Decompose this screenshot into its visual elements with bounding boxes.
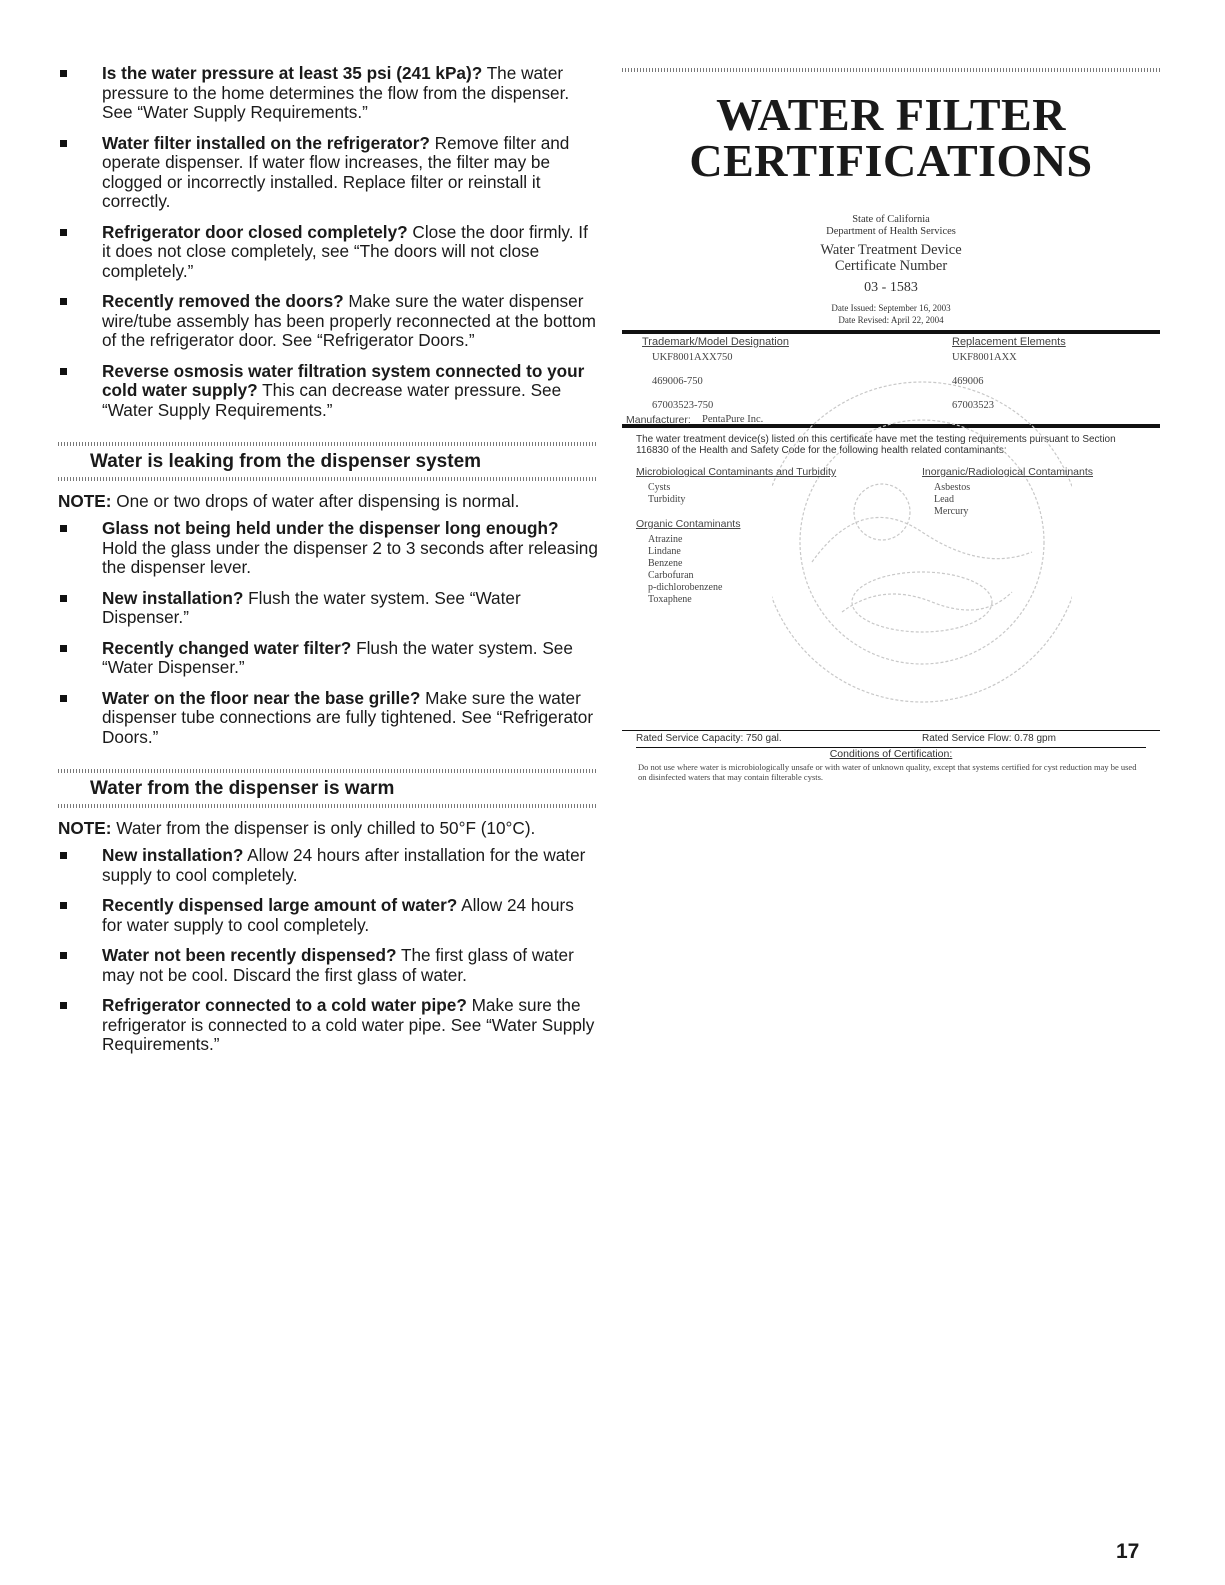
bullet-icon (60, 229, 67, 236)
divider (622, 68, 1160, 72)
bullet-icon (60, 1002, 67, 1009)
note: NOTE: Water from the dispenser is only chilled to 50°F (10°C). (58, 818, 536, 838)
checklist-item (58, 846, 598, 885)
answer: This can decrease water pressure. See “Water Supply Requirements.” (102, 380, 562, 420)
checklist-item (58, 223, 598, 282)
warm-water-checklist (58, 846, 598, 1055)
bullet-icon (60, 952, 67, 959)
answer: Flush the water system. See “Water Dispenser.” (102, 637, 573, 677)
checklist-item (58, 519, 598, 578)
checklist-item (58, 996, 598, 1055)
conditions-heading: Conditions of Certification: (829, 748, 953, 760)
bullet-icon (60, 140, 67, 147)
question: Refrigerator door closed completely? (102, 221, 408, 242)
bullet-icon (60, 595, 67, 602)
checklist-item (58, 134, 598, 212)
bullet-icon (60, 695, 67, 702)
question: Water not been recently dispensed? (102, 945, 397, 965)
question: Water filter installed on the refrigerator? (102, 132, 430, 153)
california-seal (772, 352, 1072, 732)
bullet-icon (60, 368, 67, 375)
question: New installation? (102, 845, 244, 865)
checklist-item (58, 689, 598, 748)
answer: Remove filter and operate dispenser. If water flow increases, the filter may be clogged or incorrectly installed. Replace filter or reinstall it correctly. (102, 132, 570, 211)
answer: Hold the glass under the dispenser 2 to 3 seconds after releasing the dispenser lever. (102, 537, 598, 577)
question: Recently removed the doors? (102, 291, 344, 311)
checklist-item (58, 292, 598, 351)
question: Refrigerator connected to a cold water pipe? (102, 995, 467, 1015)
answer: Close the door firmly. If it does not close completely, see “The doors will not close completely.” (102, 221, 588, 281)
answer: Make sure the water dispenser wire/tube assembly has been properly reconnected at the bottom of the refrigerator door. See “Refrigerator Doors.” (102, 291, 596, 350)
section-heading: Water from the dispenser is warm (90, 778, 395, 799)
question: Reverse osmosis water filtration system connected to your cold water supply? (102, 360, 585, 400)
checklist-item (58, 64, 598, 123)
certificate-header: State of California Department of Health Services Water Treatment Device Certificate Number 03 - 1583 Date Issued: September 16, 2003 Date Revised: April 22, 2004 (820, 214, 962, 325)
answer: The first glass of water may not be cool. Discard the first glass of water. (102, 945, 574, 985)
answer: The water pressure to the home determines the flow from the dispenser. See “Water Supply Requirements.” (102, 63, 570, 122)
checklist-item (58, 362, 598, 421)
water-flow-checklist (58, 64, 598, 420)
section-header-warm (58, 769, 598, 808)
service-ratings: Rated Service Capacity: 750 gal. Rated Service Flow: 0.78 gpm (636, 733, 1056, 744)
contaminant-list: Microbiological Contaminants and Turbidity Cysts Turbidity Inorganic/Radiological Contaminants Asbestos Lead Mercury Organic Contaminants Atrazine Lindane Benzene Carbofuran p-dichlorobenzene Toxaphene (622, 462, 1160, 730)
bullet-icon (60, 902, 67, 909)
troubleshooting-column (58, 64, 598, 1066)
question: Water on the floor near the base grille? (102, 687, 421, 708)
leaking-checklist (58, 519, 598, 747)
question: Recently changed water filter? (102, 637, 352, 658)
page-number: 17 (1116, 1540, 1140, 1563)
question: Recently dispensed large amount of water? (102, 895, 458, 915)
note: NOTE: One or two drops of water after dispensing is normal. (58, 491, 520, 511)
answer: Make sure the refrigerator is connected to a cold water pipe. See “Water Supply Requirements.” (102, 995, 595, 1054)
bullet-icon (60, 298, 67, 305)
question: Glass not being held under the dispenser long enough? (102, 518, 559, 538)
bullet-icon (60, 525, 67, 532)
certificate-statement: The water treatment device(s) listed on this certificate have met the testing requirements pursuant to Section 116830 of the Health and Safety Code for the following health related contaminants: (636, 434, 1116, 456)
checklist-item (58, 639, 598, 678)
bullet-icon (60, 852, 67, 859)
checklist-item (58, 589, 598, 628)
page-title: WATER FILTER CERTIFICATIONS (689, 89, 1093, 186)
question: New installation? (102, 587, 244, 608)
divider (58, 477, 598, 481)
answer: Flush the water system. See “Water Dispenser.” (102, 587, 521, 627)
answer: Allow 24 hours after installation for the water supply to cool completely. (102, 845, 586, 885)
section-header-leaking (58, 442, 598, 481)
question: Is the water pressure at least 35 psi (241 kPa)? (102, 63, 483, 83)
checklist-item (58, 946, 598, 985)
certification-column (622, 68, 1160, 784)
answer: Allow 24 hours for water supply to cool completely. (102, 895, 574, 935)
bullet-icon (60, 70, 67, 77)
checklist-item (58, 896, 598, 935)
model-table: Trademark/Model Designation Replacement Elements UKF8001AXX750 469006-750 67003523-750 UKF8001AXX 469006 67003523 Manufacturer: PentaPure Inc. (626, 336, 1066, 426)
answer: Make sure the water dispenser tube connections are fully tightened. See “Refrigerator Doors.” (102, 687, 594, 747)
divider (58, 804, 598, 808)
conditions-text: Do not use where water is microbiologically unsafe or with water of unknown quality, except that systems certified for cyst reduction may be used on disinfected waters that may contain filterable cysts. (638, 762, 1137, 782)
bullet-icon (60, 645, 67, 652)
section-heading: Water is leaking from the dispenser system (90, 451, 482, 472)
